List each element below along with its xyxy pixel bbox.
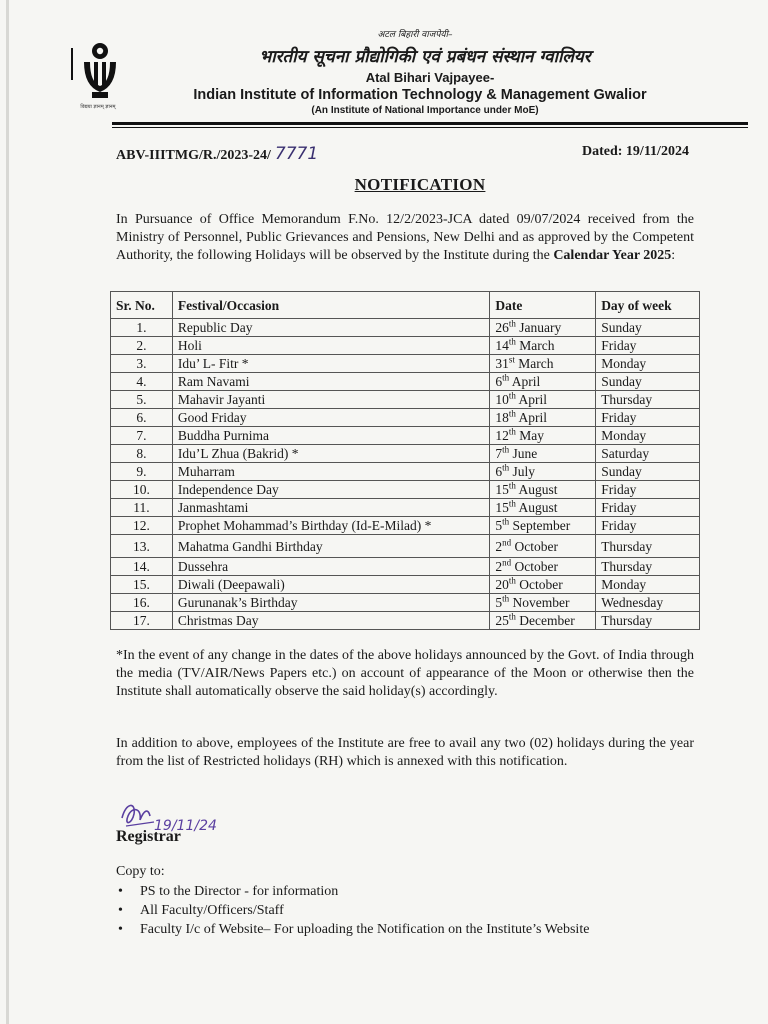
- occasion-cell: Dussehra: [172, 558, 489, 576]
- weekday-cell: Thursday: [596, 535, 700, 558]
- date-ordinal-suffix: th: [508, 426, 516, 437]
- date-month: April: [518, 410, 547, 425]
- date-month: June: [512, 446, 538, 461]
- date-cell: [490, 319, 596, 337]
- date-cell: [490, 576, 596, 594]
- header-divider-thin: [112, 127, 748, 128]
- date-month: August: [518, 500, 558, 515]
- date-day-number: 25: [495, 613, 509, 628]
- serial-cell: 10.: [111, 481, 173, 499]
- occasion-cell: Republic Day: [172, 319, 489, 337]
- date-ordinal-suffix: th: [508, 318, 516, 329]
- date-month: April: [511, 374, 541, 389]
- intro-paragraph: [116, 211, 694, 265]
- header-english-subtitle: (An Institute of National Importance under MoE): [311, 105, 539, 116]
- serial-cell: 9.: [111, 463, 173, 481]
- date-ordinal-suffix: th: [508, 480, 516, 491]
- registrar-label: Registrar: [116, 828, 181, 845]
- table-row: [111, 499, 700, 517]
- column-header-occasion: Festival/Occasion: [172, 292, 489, 319]
- date-cell: [490, 463, 596, 481]
- weekday-cell: Friday: [596, 409, 700, 427]
- column-header-date: Date: [490, 292, 596, 319]
- reference-number: [116, 144, 318, 164]
- date-day-number: 6: [495, 374, 503, 389]
- weekday-cell: Sunday: [596, 319, 700, 337]
- date-month: October: [514, 559, 558, 574]
- date-ordinal-suffix: th: [508, 611, 516, 622]
- table-row: [111, 319, 700, 337]
- date-month: April: [518, 392, 547, 407]
- table-row: [111, 517, 700, 535]
- serial-cell: 17.: [111, 612, 173, 630]
- date-cell: [490, 558, 596, 576]
- reference-prefix: ABV-IIITMG/R./2023-24/: [116, 148, 271, 163]
- date-month: January: [519, 320, 562, 335]
- scan-edge: [6, 0, 9, 1024]
- date-ordinal-suffix: th: [502, 444, 510, 455]
- occasion-cell: Idu’L Zhua (Bakrid) *: [172, 445, 489, 463]
- occasion-cell: Gurunanak’s Birthday: [172, 594, 489, 612]
- weekday-cell: Thursday: [596, 612, 700, 630]
- weekday-cell: Friday: [596, 499, 700, 517]
- weekday-cell: Sunday: [596, 373, 700, 391]
- occasion-cell: Muharram: [172, 463, 489, 481]
- date-day-number: 2: [495, 538, 503, 554]
- occasion-cell: Diwali (Deepawali): [172, 576, 489, 594]
- serial-cell: 11.: [111, 499, 173, 517]
- occasion-cell: Buddha Purnima: [172, 427, 489, 445]
- handwritten-reference-number: 7771: [274, 144, 319, 164]
- table-row: [111, 576, 700, 594]
- logo-motto: विद्यया ज्ञानम् ज्ञानम्: [80, 104, 116, 110]
- weekday-cell: Wednesday: [596, 594, 700, 612]
- serial-cell: 14.: [111, 558, 173, 576]
- date-day-number: 6: [495, 464, 503, 479]
- header-divider-thick: [112, 122, 748, 125]
- copy-to-item: • Faculty I/c of Website– For uploading the Notification on the Institute’s Website: [116, 920, 589, 939]
- intro-colon: :: [671, 248, 676, 263]
- date-ordinal-suffix: th: [508, 498, 516, 509]
- date-cell: [490, 355, 596, 373]
- date-day-number: 26: [495, 320, 509, 335]
- weekday-cell: Friday: [596, 517, 700, 535]
- column-header-sr: Sr. No.: [111, 292, 173, 319]
- date-ordinal-suffix: st: [508, 354, 515, 365]
- date-ordinal-suffix: th: [502, 593, 510, 604]
- occasion-cell: Independence Day: [172, 481, 489, 499]
- date-month: October: [514, 538, 558, 554]
- date-cell: [490, 391, 596, 409]
- serial-cell: 1.: [111, 319, 173, 337]
- date-day-number: 7: [495, 446, 503, 461]
- date-ordinal-suffix: nd: [502, 537, 512, 547]
- date-day-number: 18: [495, 410, 509, 425]
- date-month: March: [519, 338, 555, 353]
- table-row: [111, 463, 700, 481]
- serial-cell: 8.: [111, 445, 173, 463]
- date-ordinal-suffix: th: [508, 408, 516, 419]
- date-cell: [490, 481, 596, 499]
- serial-cell: 12.: [111, 517, 173, 535]
- date-cell: [490, 517, 596, 535]
- date-cell: [490, 612, 596, 630]
- serial-cell: 15.: [111, 576, 173, 594]
- copy-to-item: • All Faculty/Officers/Staff: [116, 901, 589, 920]
- date-month: August: [518, 482, 558, 497]
- table-row: [111, 427, 700, 445]
- occasion-cell: Ram Navami: [172, 373, 489, 391]
- table-row: [111, 481, 700, 499]
- weekday-cell: Monday: [596, 576, 700, 594]
- serial-cell: 5.: [111, 391, 173, 409]
- date-ordinal-suffix: th: [508, 336, 516, 347]
- copy-to-list: [116, 882, 589, 939]
- date-month: December: [519, 613, 575, 628]
- date-ordinal-suffix: th: [502, 516, 510, 527]
- table-row: [111, 373, 700, 391]
- table-row: [111, 409, 700, 427]
- table-row: [111, 445, 700, 463]
- date-day-number: 20: [495, 577, 509, 592]
- column-header-day: Day of week: [596, 292, 700, 319]
- page-title: NOTIFICATION: [354, 175, 486, 194]
- copy-to-label: Copy to:: [116, 864, 165, 879]
- occasion-cell: Christmas Day: [172, 612, 489, 630]
- weekday-cell: Monday: [596, 355, 700, 373]
- table-row: [111, 612, 700, 630]
- header-hindi-title: भारतीय सूचना प्रौद्योगिकी एवं प्रबंधन संस्थान ग्वालियर: [259, 47, 591, 67]
- weekday-cell: Thursday: [596, 558, 700, 576]
- weekday-cell: Friday: [596, 481, 700, 499]
- date-month: March: [518, 356, 554, 371]
- weekday-cell: Friday: [596, 337, 700, 355]
- table-row: [111, 337, 700, 355]
- table-header-row: [111, 292, 700, 319]
- date-ordinal-suffix: th: [502, 372, 510, 383]
- weekday-cell: Monday: [596, 427, 700, 445]
- occasion-cell: Janmashtami: [172, 499, 489, 517]
- copy-to-item: • PS to the Director - for information: [116, 882, 589, 901]
- intro-text: In Pursuance of Office Memorandum F.No. 12/2/2023-JCA dated 09/07/2024 received from the Ministry of Personnel, Public Grievances and Pensions, New Delhi and as approved by the Competent Authority, the following Holidays will be observed by the Institute during the: [116, 212, 694, 263]
- date-ordinal-suffix: th: [502, 462, 510, 473]
- date-day-number: 31: [495, 356, 509, 371]
- date-day-number: 15: [495, 500, 509, 515]
- serial-cell: 3.: [111, 355, 173, 373]
- date-day-number: 5: [495, 518, 503, 533]
- date-month: May: [519, 428, 544, 443]
- date-cell: [490, 373, 596, 391]
- date-cell: [490, 337, 596, 355]
- holiday-table: [110, 291, 700, 630]
- date-day-number: 10: [495, 392, 509, 407]
- table-row: [111, 558, 700, 576]
- date-cell: [490, 594, 596, 612]
- date-ordinal-suffix: nd: [502, 557, 512, 568]
- date-day-number: 12: [495, 428, 509, 443]
- date-cell: [490, 535, 596, 558]
- serial-cell: 7.: [111, 427, 173, 445]
- restricted-holidays-paragraph: In addition to above, employees of the Institute are free to avail any two (02) holidays during the year from the list of Restricted holidays (RH) which is annexed with this notification.: [116, 736, 694, 769]
- weekday-cell: Sunday: [596, 463, 700, 481]
- date-day-number: 2: [495, 559, 503, 574]
- occasion-cell: Holi: [172, 337, 489, 355]
- serial-cell: 13.: [111, 535, 173, 558]
- date-cell: [490, 409, 596, 427]
- occasion-cell: Prophet Mohammad’s Birthday (Id-E-Milad) *: [172, 517, 489, 535]
- serial-cell: 16.: [111, 594, 173, 612]
- date-month: July: [512, 464, 535, 479]
- dated-label: Dated: 19/11/2024: [582, 144, 689, 159]
- date-month: October: [519, 577, 563, 592]
- date-ordinal-suffix: th: [508, 390, 516, 401]
- date-day-number: 14: [495, 338, 509, 353]
- weekday-cell: Thursday: [596, 391, 700, 409]
- header-english-title: Indian Institute of Information Technology & Management Gwalior: [193, 87, 647, 103]
- date-month: November: [512, 595, 570, 610]
- table-row: [111, 355, 700, 373]
- date-cell: [490, 499, 596, 517]
- table-row: [111, 391, 700, 409]
- table-row: [111, 594, 700, 612]
- date-ordinal-suffix: th: [508, 575, 516, 586]
- signature-date: 19/11/24: [154, 818, 217, 834]
- occasion-cell: Mahavir Jayanti: [172, 391, 489, 409]
- date-day-number: 15: [495, 482, 509, 497]
- date-month: September: [512, 518, 571, 533]
- occasion-cell: Good Friday: [172, 409, 489, 427]
- serial-cell: 6.: [111, 409, 173, 427]
- intro-bold-text: Calendar Year 2025: [553, 248, 672, 263]
- serial-cell: 4.: [111, 373, 173, 391]
- header-hindi-subtitle: अटल बिहारी वाजपेयी–: [377, 30, 453, 40]
- institute-logo-icon: [70, 40, 130, 112]
- footnote-paragraph: *In the event of any change in the dates of the above holidays announced by the Govt. of India through the media (TV/AIR/News Papers etc.) on account of appearance of the Moon or otherwise then the Institute shall automatically observe the said holiday(s) accordingly.: [116, 648, 694, 699]
- serial-cell: 2.: [111, 337, 173, 355]
- table-row: [111, 535, 700, 558]
- occasion-cell: Idu’ L- Fitr *: [172, 355, 489, 373]
- weekday-cell: Saturday: [596, 445, 700, 463]
- date-cell: [490, 427, 596, 445]
- header-english-line1: Atal Bihari Vajpayee-: [365, 70, 495, 85]
- date-cell: [490, 445, 596, 463]
- date-day-number: 5: [495, 595, 503, 610]
- occasion-cell: Mahatma Gandhi Birthday: [172, 535, 489, 558]
